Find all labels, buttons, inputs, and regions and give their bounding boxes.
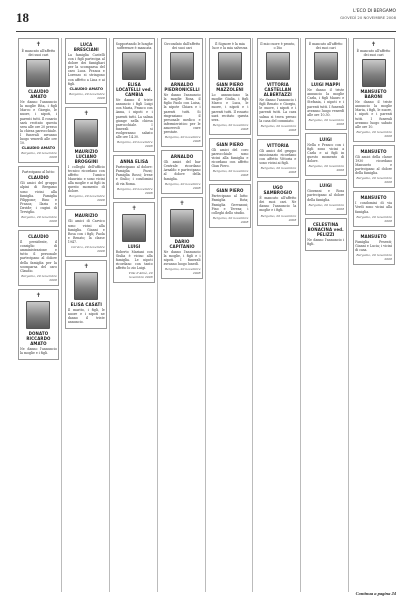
notice-body: Giovanni e Rosa partecipano al dolore della famiglia. bbox=[307, 189, 345, 202]
notice-date: Bergamo, 20 novembre 2008 bbox=[164, 181, 201, 190]
notice-date: Bergamo, 20 novembre 2008 bbox=[164, 266, 201, 275]
deceased-name: LUIGI bbox=[319, 136, 332, 142]
deceased-name: LUIGI MAPPI bbox=[311, 82, 341, 88]
portrait-photo bbox=[122, 52, 146, 80]
deceased-name: ARNALDO PIEDRONICELLI bbox=[164, 82, 200, 93]
obituary-notice bbox=[257, 139, 299, 178]
deceased-name: CLAUDIO bbox=[28, 175, 49, 181]
notice-date: Bergamo, 20 novembre 2008 bbox=[69, 91, 105, 100]
notice-intro: Il Signore è la mia luce e la mia salvezza bbox=[212, 42, 248, 51]
portrait-photo bbox=[122, 214, 146, 242]
notice-body: Ne danno l'annuncio i figli. bbox=[307, 237, 345, 246]
deceased-name: GIAN PIERO MAZZOLENI bbox=[216, 82, 244, 93]
notice-body: I condomini di via Verdi sono vicini alla famiglia. bbox=[355, 201, 392, 214]
cross-icon: ✝ bbox=[35, 291, 41, 299]
notice-body: Ne danno l'annuncio i figli Renato e Giorgio, le nuore, i nipoti e i parenti tutti. La cara salma si trova presso la casa del commiato. bbox=[259, 98, 297, 123]
notice-intro: È mancato all'affetto dei suoi cari bbox=[356, 49, 391, 58]
portrait-photo bbox=[74, 119, 98, 147]
notice-date: Bergamo, 20 novembre 2008 bbox=[356, 129, 392, 138]
notice-body: I colleghi dell'ufficio tecnico ricordano con affetto l'amico Maurizio e sono vicini alla moglie e ai figli in questo momento di dolore. bbox=[67, 164, 105, 194]
notice-date: Bergamo, 20 novembre 2008 bbox=[212, 122, 249, 131]
notice-date: Bergamo, 20 novembre 2008 bbox=[356, 252, 392, 261]
obituary-notice bbox=[353, 38, 395, 142]
obituary-notice bbox=[209, 138, 251, 181]
notice-date: Villa d'Almè, 20 novembre 2008 bbox=[128, 271, 153, 280]
notice-body: Gli amici del bar Centrale ricordano Arnaldo e partecipano al dolore della famiglia. bbox=[163, 160, 201, 181]
notice-body: Nella e Franco con i figli sono vicini a Carla e ai figli in questo momento di dolore. bbox=[307, 142, 345, 164]
page-header bbox=[16, 8, 396, 32]
notice-date: Bergamo, 20 novembre 2008 bbox=[308, 164, 345, 173]
obituary-column bbox=[208, 38, 254, 592]
continue-note: Continua a pagina 24 bbox=[355, 591, 396, 596]
notice-body: Gli amici della classe 1930 ricordano Mansueto e partecipano al dolore della famiglia. bbox=[355, 154, 392, 176]
notice-date: Bergamo, 20 novembre 2008 bbox=[308, 117, 345, 126]
obituary-notice bbox=[18, 166, 60, 227]
deceased-name: MANSUETO bbox=[360, 233, 387, 239]
notice-body: Il presidente, il consiglio di amministrazione e tutto il personale partecipano al dolore della famiglia per la scomparsa del caro Claudio. bbox=[20, 240, 57, 273]
notice-body: Ne danno l'annuncio la moglie, i figli e i nipoti. I funerali avranno luogo lunedì. bbox=[163, 249, 201, 266]
notice-intro: È mancato all'affetto dei suoi cari bbox=[21, 49, 56, 58]
notice-body: Famiglia Pesenti; Gianni e Lucia; i vicini di casa. bbox=[355, 239, 392, 252]
obituary-notice bbox=[353, 191, 395, 226]
portrait-photo bbox=[26, 301, 50, 329]
notice-body: Ne danno il triste annuncio i figli Luigi con Maria, Franco con Anna, i nipoti e i parenti tutti. La salma giunge nella chiesa parrocchiale. I funerali si svolgeranno sabato alle ore 14.30. bbox=[115, 98, 153, 140]
portrait-photo bbox=[170, 209, 194, 237]
deceased-name: ELISA LOCATELLI ved. CAMBIA bbox=[116, 82, 153, 98]
notice-date: Bergamo, 20 novembre 2008 bbox=[69, 194, 105, 203]
notice-body: Lo annunciano la moglie Giulia, i figli Marco e Luca, le nuore, i nipoti e i parenti tutti. Il rosario sarà recitato questa sera. bbox=[211, 93, 249, 122]
obituary-notice bbox=[113, 155, 155, 198]
notice-date: Bergamo, 20 novembre 2008 bbox=[260, 213, 297, 222]
notice-date: Bergamo, 20 novembre 2008 bbox=[212, 215, 249, 224]
obituary-notice bbox=[18, 38, 60, 163]
notice-date: Bergamo, 20 novembre 2008 bbox=[21, 151, 57, 160]
notice-intro: Circondato dall'affetto dei suoi cari bbox=[163, 42, 201, 51]
obituary-column bbox=[351, 38, 396, 592]
obituary-notice bbox=[18, 289, 60, 360]
obituary-notice bbox=[305, 179, 347, 214]
cross-icon: ✝ bbox=[371, 41, 377, 48]
notice-signature: CLAUDIO AMATO bbox=[21, 146, 56, 151]
deceased-name: MANSUETO BARONI bbox=[360, 89, 387, 100]
portrait-photo bbox=[74, 272, 98, 300]
portrait-photo bbox=[170, 52, 194, 80]
obituary-notice bbox=[113, 202, 155, 283]
deceased-name: ELISA CASATI bbox=[70, 301, 102, 307]
notice-date: Bergamo, 20 novembre 2008 bbox=[356, 176, 392, 185]
notice-body: È mancato all'affetto dei suoi cari. Ne danno l'annuncio la moglie e i figli. bbox=[259, 196, 297, 213]
cross-icon: ✝ bbox=[83, 262, 89, 270]
obituary-notice bbox=[161, 38, 203, 147]
notice-body: Ne danno l'annuncio la moglie Rosa, il figlio Paolo con Luisa, la nipote Chiara e i parenti tutti. Si ringraziano il personale medico e infermieristico per le amorevoli cure prestate. bbox=[163, 93, 201, 135]
obituary-notice bbox=[113, 38, 155, 152]
publication-name: L'ECO DI BERGAMO bbox=[353, 9, 396, 14]
deceased-name: CLAUDIO AMATO bbox=[28, 89, 49, 100]
notice-date: Bergamo, 20 novembre 2008 bbox=[21, 273, 57, 282]
notice-body: Ne danno il triste annuncio la moglie Maria, i figli, le nuore, i nipoti e i parenti tutti. I funerali avranno luogo sabato alle ore 10. bbox=[355, 100, 392, 129]
notice-body: Gli amici del coro parrocchiale sono vicini alla famiglia e ricordano con affetto Gian Piero. bbox=[211, 147, 249, 169]
deceased-name: ARNALDO bbox=[170, 154, 194, 160]
cross-icon: ✝ bbox=[131, 204, 137, 212]
obituary-notice bbox=[209, 184, 251, 227]
obituary-column bbox=[64, 38, 110, 592]
obituary-notice bbox=[65, 209, 107, 257]
obituary-notice bbox=[209, 38, 251, 135]
obituary-notice bbox=[161, 150, 203, 193]
obituary-columns bbox=[16, 38, 396, 592]
notice-body: Gli amici del gruppo alpini di Bergamo sono vicini alla famiglia. Famiglia Filippone; Rino e Franca; Ilaria e Davide; i cugini di Treviglio. bbox=[20, 181, 57, 214]
portrait-photo bbox=[362, 59, 386, 87]
notice-body: Ne danno l'annuncio la moglie e i figli. bbox=[20, 346, 57, 355]
portrait-photo bbox=[26, 59, 50, 87]
deceased-name: CELESTINA BONACINA ved. PELIZZI bbox=[307, 221, 344, 237]
cross-icon: ✝ bbox=[83, 109, 89, 117]
notice-date: Bergamo, 20 novembre 2008 bbox=[356, 214, 392, 223]
publication-masthead bbox=[340, 9, 396, 21]
notice-date: Bergamo, 20 novembre 2008 bbox=[308, 202, 345, 211]
notice-body: Ne danno l'annuncio la moglie Rita, i figli Marco e Giorgio, le nuore, i nipoti, i parenti tutti. Il rosario sarà recitato questa sera alle ore 20 presso la chiesa parrocchiale. I funerali avranno luogo venerdì alle ore 10. bbox=[20, 100, 57, 146]
deceased-name: LUIGI bbox=[127, 243, 141, 249]
cross-icon: ✝ bbox=[35, 41, 41, 48]
publication-date: GIOVEDÌ 20 NOVEMBRE 2008 bbox=[340, 15, 396, 20]
deceased-name: ANNA ELISA bbox=[120, 159, 149, 165]
page-number: 18 bbox=[16, 10, 29, 25]
deceased-name: MAURIZIO LUCIANO BROGGINI bbox=[74, 148, 98, 164]
notice-body: Ne danno il triste annuncio la moglie Carla, i figli Mauro e Stefania, i nipoti e i parenti tutti. I funerali avranno luogo venerdì alle ore 10.30. bbox=[307, 88, 345, 117]
notice-signature: CLAUDIO AMATO bbox=[69, 86, 104, 91]
deceased-name: GIAN PIERO bbox=[216, 188, 244, 194]
deceased-name: DONATO RICCARDO AMATO bbox=[26, 330, 51, 346]
notice-body: Gli amici del gruppo missionario ricordano con affetto Vittoria e sono vicini ai figli. bbox=[259, 148, 297, 166]
obituary-notice bbox=[353, 145, 395, 188]
deceased-name: GIAN PIERO bbox=[216, 141, 244, 147]
notice-intro: Partecipano al lutto: bbox=[21, 170, 55, 175]
deceased-name: LUCA BRESCIANI bbox=[73, 42, 99, 52]
notice-intro: Sopportando le lunghe sofferenze è mancata bbox=[115, 42, 153, 51]
notice-body: Partecipano al lutto: Famiglia Rota; Famiglia Gervasoni; Pino e Teresa; i colleghi dello studio. bbox=[211, 194, 249, 215]
deceased-name: UGO SAMBROGIO bbox=[263, 185, 293, 196]
notice-body: Roberto Mariani con Giulia è vicino alla famiglia. Le nipoti ricordano con tanto affetto lo zio Luigi. bbox=[115, 249, 153, 270]
deceased-name: LUIGI bbox=[319, 183, 332, 189]
notice-date: Carvico, 20 novembre 2008 bbox=[71, 244, 105, 253]
obituary-column bbox=[160, 38, 206, 592]
obituary-notice bbox=[353, 230, 395, 265]
deceased-name: MAURIZIO bbox=[74, 213, 98, 219]
notice-date: Bergamo, 20 novembre 2008 bbox=[21, 215, 57, 224]
cross-icon: ✝ bbox=[179, 199, 185, 207]
obituary-column bbox=[16, 38, 62, 592]
portrait-photo bbox=[218, 52, 242, 80]
obituary-notice bbox=[65, 38, 107, 104]
obituary-column bbox=[255, 38, 301, 592]
notice-body: La famiglia Castelli con i figli partecipa al dolore dei famigliari per la scomparsa del caro Luca. Franca e Lorenzo si stringono con affetto a Lina e ai figli. bbox=[67, 53, 105, 86]
obituary-notice bbox=[305, 38, 347, 130]
obituary-notice bbox=[18, 230, 60, 286]
deceased-name: CLAUDIO bbox=[28, 234, 49, 240]
notice-date: Bergamo, 20 novembre 2008 bbox=[164, 135, 201, 144]
notice-date: Bergamo, 20 novembre 2008 bbox=[116, 140, 153, 149]
deceased-name: VITTORIA bbox=[266, 142, 289, 148]
notice-date: Bergamo, 20 novembre 2008 bbox=[260, 123, 297, 132]
obituary-notice bbox=[257, 181, 299, 225]
notice-body: Il marito, i figli, le nuore e i nipoti ne danno il triste annuncio. bbox=[67, 307, 105, 325]
deceased-name: MANSUETO bbox=[360, 148, 387, 154]
obituary-notice bbox=[305, 218, 347, 251]
portrait-photo bbox=[266, 52, 290, 80]
obituary-notice bbox=[257, 38, 299, 136]
obituary-notice bbox=[65, 260, 107, 329]
obituary-notice bbox=[161, 197, 203, 279]
notice-date: Bergamo, 20 novembre 2008 bbox=[116, 186, 153, 195]
deceased-name: VITTORIA CASTELLAN ALBERTAZZI bbox=[263, 82, 292, 98]
notice-intro: È mancato all'affetto dei suoi cari bbox=[308, 42, 343, 51]
obituary-column bbox=[303, 38, 349, 592]
notice-body: Partecipano al dolore: Famiglia Pozzi; Famiglia Rossi; Irene e Giulio; i condomini di via Roma. bbox=[115, 165, 153, 186]
notice-body: Gli amici di Carvico sono vicini alla famiglia. Gianni e Rosa con i figli; Paola e Renato; la classe 1947. bbox=[67, 219, 105, 244]
deceased-name: DARIO CAPITANIO bbox=[169, 238, 195, 249]
notice-date: Bergamo, 20 novembre 2008 bbox=[212, 169, 249, 178]
notice-intro: Il mio cuore è pronto, o Dio bbox=[260, 42, 296, 51]
notice-date: Bergamo, 20 novembre 2008 bbox=[260, 166, 297, 175]
obituary-notice bbox=[65, 107, 107, 207]
deceased-name: MANSUETO bbox=[360, 195, 387, 201]
obituary-notice bbox=[305, 133, 347, 176]
obituary-column bbox=[112, 38, 158, 592]
portrait-photo bbox=[314, 52, 338, 80]
